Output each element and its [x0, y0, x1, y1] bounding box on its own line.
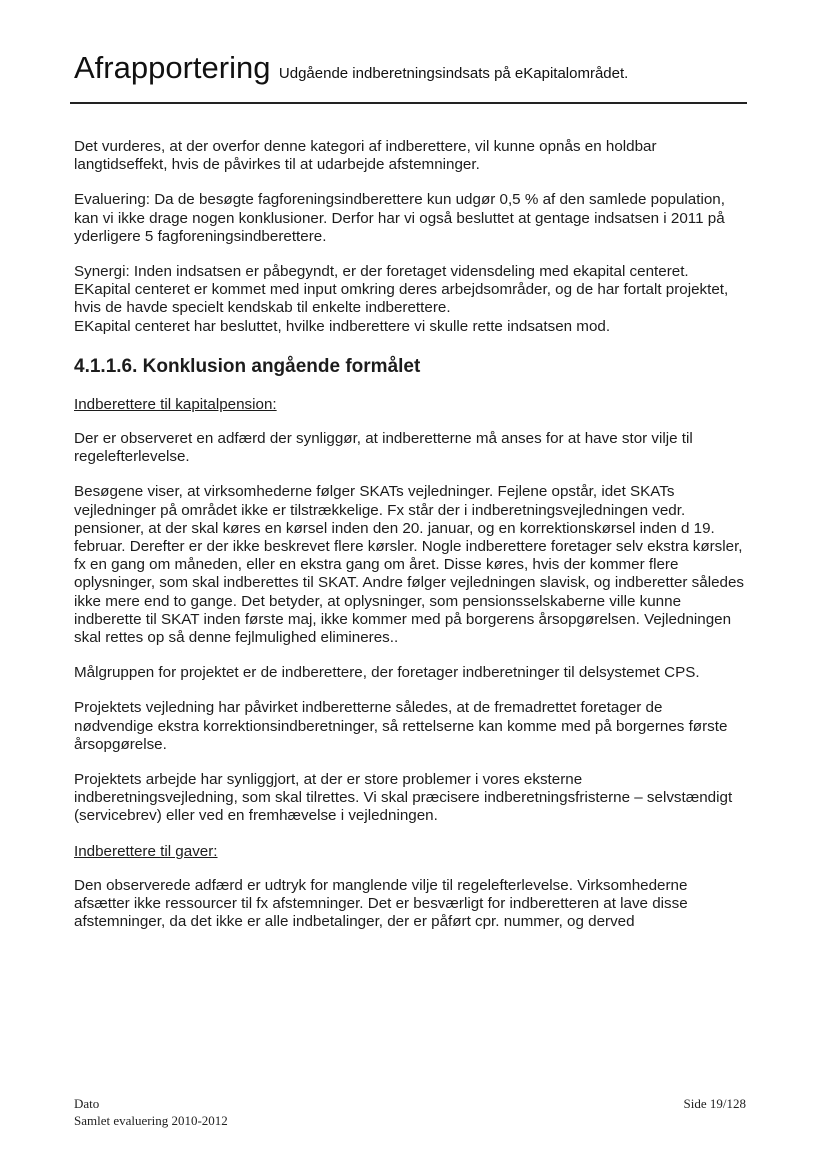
page-number: Side 19/128	[683, 1096, 746, 1111]
paragraph-synergi: Synergi: Inden indsatsen er påbegyndt, er der foretaget vidensdeling med ekapital centeret. EKapital centeret er kommet med input omkring deres arbejdsområder, og de har fortalt projektet, hvis de havde specielt kendskab til enkelte indberettere.	[74, 263, 729, 317]
paragraph: Besøgene viser, at virksomhederne følger SKATs vejledninger. Fejlene opstår, idet SKATs vejledninger på området ikke er tilstrækkelige. Fx står der i indberetningsvejledningen vedr. pensioner, at der skal køres en kørsel inden den 20. januar, og en korrektionskørsel inden d 19. februar. Derefter er der ikke beskrevet flere kørsler. Nogle indberettere foretager selv ekstra kørsler, fx en gang om måneden, eller en ekstra gang om året. Disse køres, hvis der kommer flere oplysninger, som skal indberettes til SKAT. Andre følger vejledningen slavisk, og indberetter således ikke mere end to gange. Det betyder, at oplysninger, som pensionsselskaberne ville kunne indberette til SKAT inden første maj, ikke kommer med på borgerens årsopgørelsen. Vejledningen skal rettes op så denne fejlmulighed elimineres..	[74, 483, 745, 647]
paragraph-evaluering: Evaluering: Da de besøgte fagforeningsindberettere kun udgør 0,5 % af den samlede population, kan vi ikke drage nogen konklusioner. Derfor har vi også besluttet at gentage indsatsen i 2011 på yderligere 5 fagforeningsindberettere.	[74, 191, 725, 245]
footer-left	[74, 1095, 228, 1129]
header-divider	[70, 102, 747, 104]
page-subtitle: Udgående indberetningsindsats på eKapitalområdet.	[278, 65, 629, 82]
paragraph: Målgruppen for projektet er de indberettere, der foretager indberetninger til delsystemet CPS.	[74, 664, 700, 682]
footer-date-label: Dato	[74, 1096, 100, 1111]
page-header	[74, 50, 628, 86]
subheading-kapitalpension: Indberettere til kapitalpension:	[74, 395, 277, 413]
paragraph: Det vurderes, at der overfor denne kategori af indberettere, vil kunne opnås en holdbar langtidseffekt, hvis de påvirkes til at udarbejde afstemninger.	[74, 138, 657, 174]
paragraph: Den observerede adfærd er udtryk for manglende vilje til regelefterlevelse. Virksomhederne afsætter ikke ressourcer til fx afstemninger. Det er besværligt for indberetteren at lave disse afstemninger, da det ikke er alle indbetalinger, der er påført cpr. nummer, og derved	[74, 876, 688, 931]
paragraph: Projektets vejledning har påvirket indberetterne således, at de fremadrettet foretager de nødvendige ekstra korrektionsindberetninger, så rettelserne kan komme med på borgernes første årsopgørelse.	[74, 699, 728, 753]
section-heading: 4.1.1.6. Konklusion angående formålet	[74, 355, 421, 377]
paragraph: Projektets arbejde har synliggjort, at der er store problemer i vores eksterne indberetningsvejledning, som skal tilrettes. Vi skal præcisere indberetningsfristerne – selvstændigt (servicebrev) eller ved en fremhævelse i vejledningen.	[74, 771, 733, 825]
page-title: Afrapportering	[74, 50, 271, 85]
paragraph: EKapital centeret har besluttet, hvilke indberettere vi skulle rette indsatsen mod.	[74, 317, 611, 335]
footer-document-name: Samlet evaluering 2010-2012	[74, 1113, 228, 1128]
paragraph: Der er observeret en adfærd der synliggør, at indberetterne må anses for at have stor vilje til regelefterlevelse.	[74, 430, 693, 466]
subheading-gaver: Indberettere til gaver:	[74, 842, 218, 860]
body-text	[74, 138, 746, 949]
